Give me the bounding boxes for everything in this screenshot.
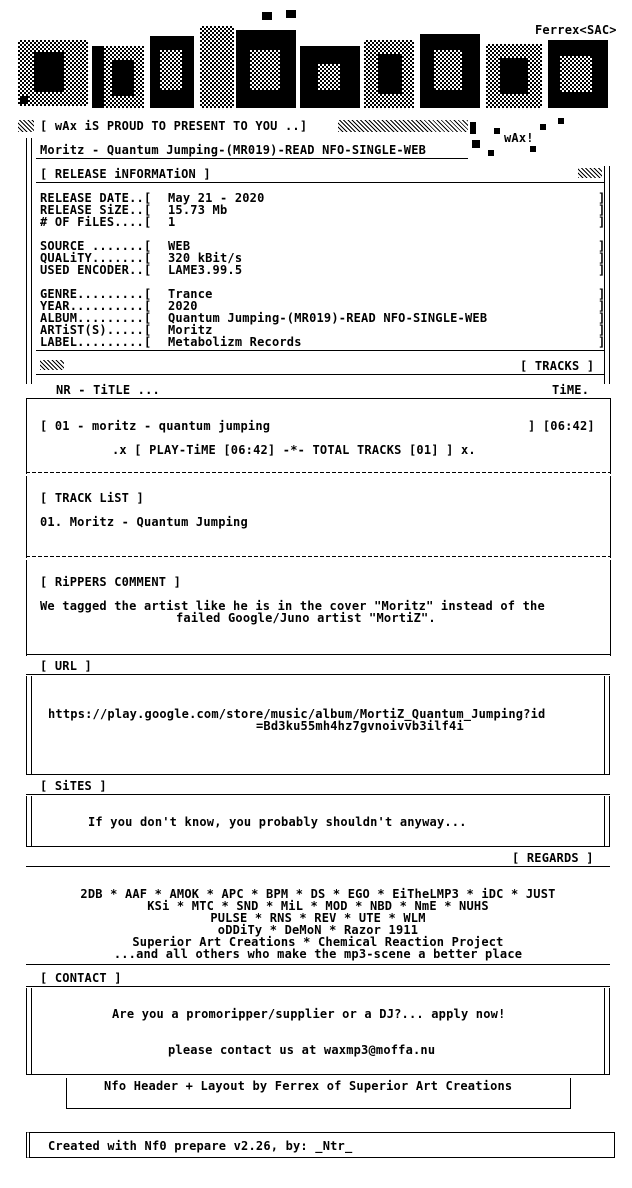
rule: [36, 182, 604, 183]
rule: [26, 964, 610, 965]
info-key-encoder: USED ENCODER..[: [40, 263, 152, 277]
comment-line-2: failed Google/Juno artist "MortiZ".: [176, 611, 436, 625]
rule: [66, 1108, 571, 1109]
rule: [26, 794, 610, 795]
rule: [36, 374, 604, 375]
info-value-label: Metabolizm Records: [168, 335, 302, 349]
regards-line-1: 2DB * AAF * AMOK * APC * BPM * DS * EGO * EiTheLMP3 * iDC * JUST: [80, 887, 556, 901]
info-key-num-files: # OF FiLES....[: [40, 215, 152, 229]
info-key-release-size: RELEASE SiZE..[: [40, 203, 152, 217]
rule: [26, 1074, 610, 1075]
info-key-year: YEAR..........[: [40, 299, 152, 313]
comment-title: [ RiPPERS C0MMENT ]: [40, 575, 182, 589]
sites-title: [ SiTES ]: [40, 779, 107, 793]
sites-text: If you don't know, you probably shouldn't anyway...: [88, 815, 467, 829]
track-time: ] [06:42]: [528, 419, 595, 433]
tracks-col-time: TiME.: [552, 383, 590, 397]
url-title: [ URL ]: [40, 659, 92, 673]
frame-left: [26, 796, 32, 846]
logo-tag: wAx!: [504, 131, 534, 145]
info-key-release-date: RELEASE DATE..[: [40, 191, 152, 205]
info-title-bar: [578, 168, 602, 178]
frame-left: [26, 988, 32, 1074]
tracks-section-title: [ TRACKS ]: [520, 359, 595, 373]
info-section-title: [ RELEASE iNFORMATiON ]: [40, 167, 211, 181]
contact-title: [ CONTACT ]: [40, 971, 122, 985]
tracks-summary: .x [ PLAY-TiME [06:42] -*- TOTAL TRACKS [01] ] x.: [112, 443, 476, 457]
info-value-quality: 320 kBit/s: [168, 251, 243, 265]
rule: [26, 866, 610, 867]
frame-left: [66, 1078, 67, 1108]
tagline-left-bar: [18, 120, 34, 132]
created-with: Created with Nf0 prepare v2.26, by: _Ntr_: [48, 1139, 353, 1153]
frame-right: [604, 796, 610, 846]
regards-line-5: Superior Art Creations * Chemical Reaction Project: [132, 935, 504, 949]
info-value-num-files: 1: [168, 215, 176, 229]
info-key-label: LABEL.........[: [40, 335, 152, 349]
info-key-quality: QUALiTY.......[: [40, 251, 152, 265]
frame-right: [570, 1078, 571, 1108]
frame-right: [610, 560, 611, 656]
tagline-right-bar: [338, 120, 468, 132]
regards-line-6: ...and all others who make the mp3-scene a better place: [113, 947, 523, 961]
info-value-year: 2020: [168, 299, 198, 313]
regards-line-2: KSi * MTC * SND * MiL * MOD * NBD * NmE * NUHS: [147, 899, 489, 913]
frame-left: [26, 398, 27, 474]
rule: [26, 986, 610, 987]
release-name: Moritz - Quantum Jumping-(MR019)-READ NFO-SINGLE-WEB: [40, 143, 427, 157]
tagline: [ wAx iS PROUD TO PRESENT TO YOU ..]: [40, 119, 308, 133]
contact-line-1: Are you a promoripper/supplier or a DJ?... apply now!: [112, 1007, 506, 1021]
tracks-col-title: NR - TiTLE ...: [56, 383, 160, 397]
rule: [26, 674, 610, 675]
frame-right: [604, 676, 610, 774]
tracks-title-bar: [40, 360, 64, 370]
tracklist-item: 01. Moritz - Quantum Jumping: [40, 515, 248, 529]
rule: [26, 774, 610, 775]
frame-left: [26, 476, 27, 558]
header-credit: Ferrex<SAC>: [535, 23, 617, 37]
info-value-encoder: LAME3.99.5: [168, 263, 243, 277]
frame-right: [610, 476, 611, 558]
frame-right: [610, 398, 611, 474]
info-value-artist: Moritz: [168, 323, 213, 337]
rule: [36, 158, 468, 159]
rule: [26, 472, 610, 473]
info-value-album: Quantum Jumping-(MR019)-READ NFO-SINGLE-WEB: [168, 311, 488, 325]
info-value-release-date: May 21 - 2020: [168, 191, 265, 205]
frame-left: [26, 138, 32, 384]
regards-line-4: oDDiTy * DeMoN * Razor 1911: [217, 923, 419, 937]
info-key-source: SOURCE .......[: [40, 239, 152, 253]
info-key-artist: ARTiST(S).....[: [40, 323, 152, 337]
regards-title: [ REGARDS ]: [512, 851, 594, 865]
comment-line-1: We tagged the artist like he is in the cover "Moritz" instead of the: [40, 599, 545, 613]
info-value-genre: Trance: [168, 287, 213, 301]
info-key-genre: GENRE.........[: [40, 287, 152, 301]
contact-line-2[interactable]: please contact us at waxmp3@moffa.nu: [168, 1043, 436, 1057]
rule: [26, 556, 610, 557]
rule: [26, 654, 610, 655]
info-value-release-size: 15.73 Mb: [168, 203, 228, 217]
frame-left: [26, 560, 27, 656]
url-line-2[interactable]: =Bd3ku55mh4hz7gvnoivvb3ilf4i: [256, 719, 464, 733]
rule: [26, 398, 610, 399]
frame-left: [26, 676, 32, 774]
frame-right: [604, 988, 610, 1074]
regards-line-3: PULSE * RNS * REV * UTE * WLM: [210, 911, 426, 925]
info-value-source: WEB: [168, 239, 191, 253]
url-line-1[interactable]: https://play.google.com/store/music/album/MortiZ_Quantum_Jumping?id: [48, 707, 546, 721]
tracklist-title: [ TRACK LiST ]: [40, 491, 144, 505]
track-title: [ 01 - moritz - quantum jumping: [40, 419, 271, 433]
rule: [26, 846, 610, 847]
info-bracket-column: ] ] ] ] ] ] ] ] ] ] ]: [598, 191, 606, 349]
rule: [36, 350, 604, 351]
layout-credit: Nfo Header + Layout by Ferrex of Superior Art Creations: [104, 1079, 513, 1093]
info-key-album: ALBUM.........[: [40, 311, 152, 325]
